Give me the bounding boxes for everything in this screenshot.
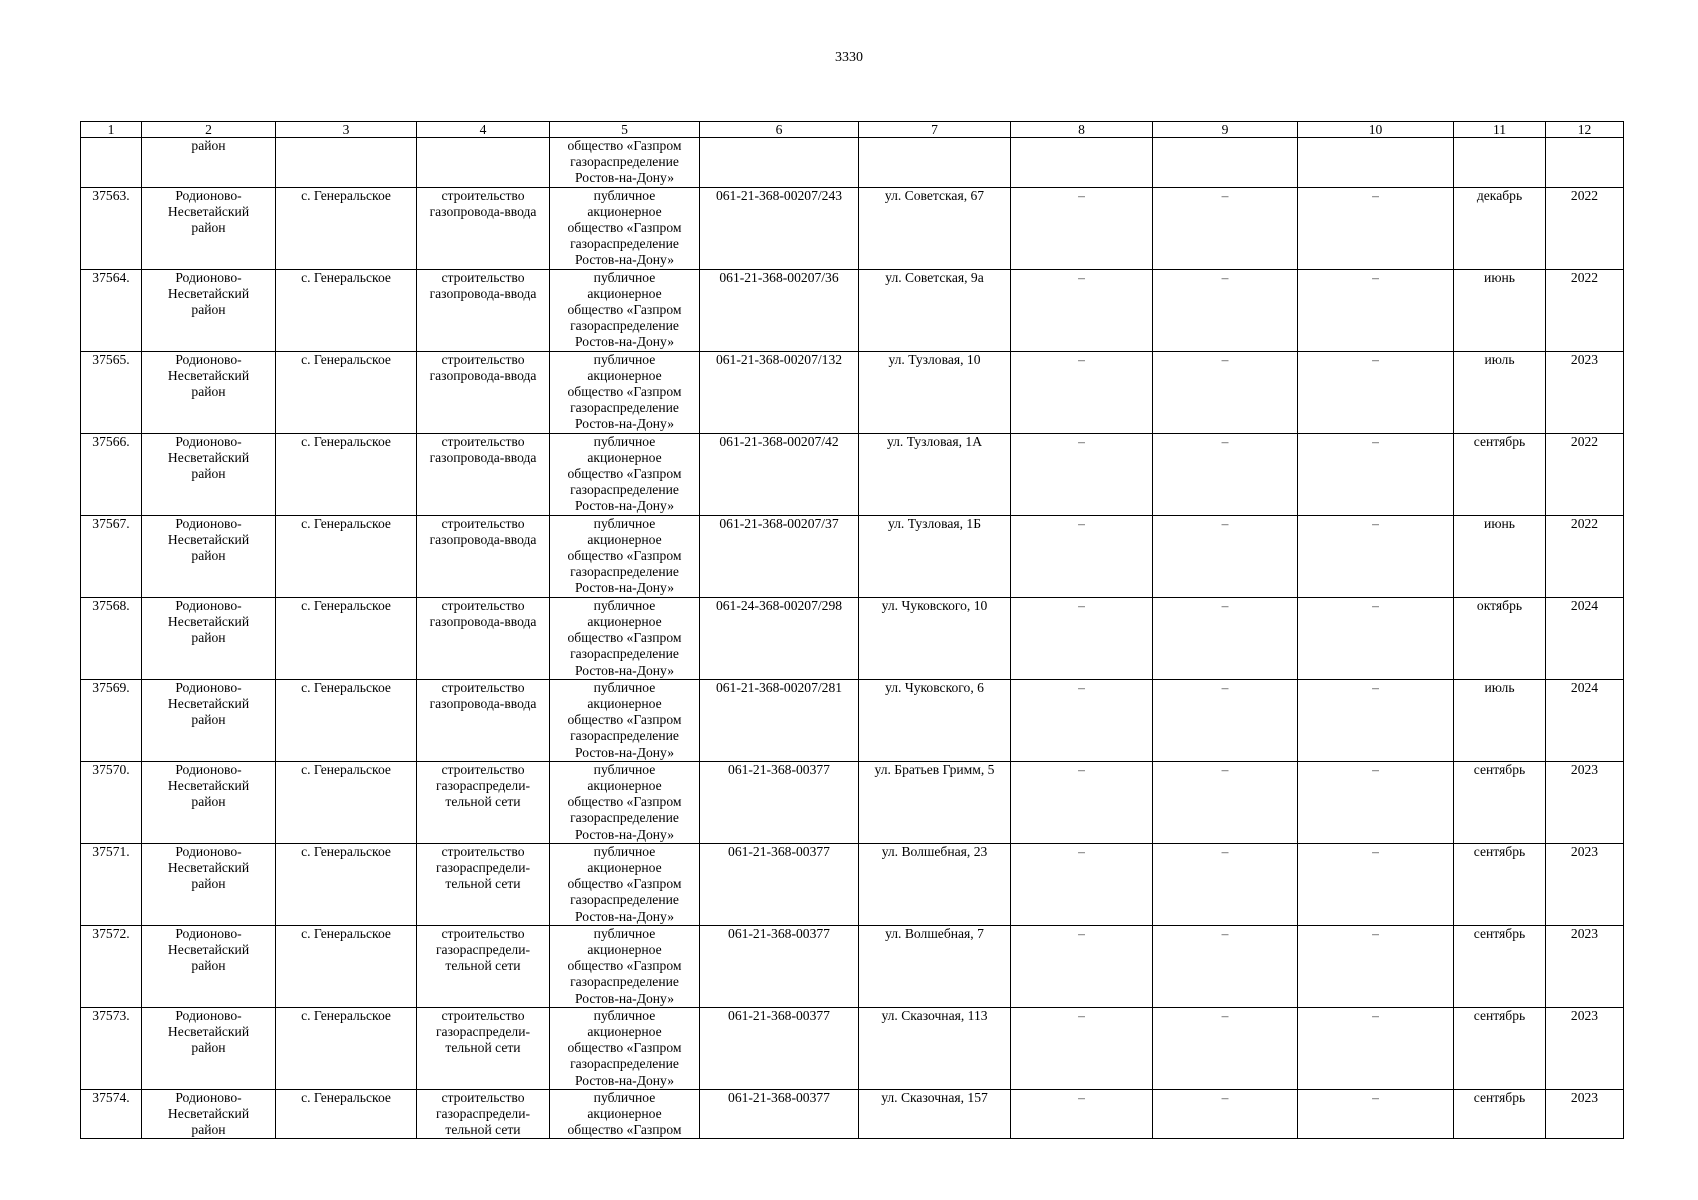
header-row xyxy=(81,122,1624,138)
cell-number: 37565. xyxy=(81,351,142,433)
cell-col8: – xyxy=(1011,761,1153,843)
cell-number: 37563. xyxy=(81,187,142,269)
cell-place: с. Генеральское xyxy=(276,761,417,843)
cell-year: 2023 xyxy=(1546,1089,1624,1139)
cell-number: 37567. xyxy=(81,515,142,597)
cell-work: строительство газораспредели- тельной сети xyxy=(417,925,550,1007)
cell-district: Родионово- Несветайский район xyxy=(142,515,276,597)
cell-place: с. Генеральское xyxy=(276,1007,417,1089)
cell-code: 061-21-368-00377 xyxy=(700,843,859,925)
table-row xyxy=(81,515,1624,597)
table-row xyxy=(81,433,1624,515)
column-header: 5 xyxy=(550,122,700,138)
cell-month: сентябрь xyxy=(1454,1007,1546,1089)
cell-col9: – xyxy=(1153,187,1298,269)
cell-district: Родионово- Несветайский район xyxy=(142,1007,276,1089)
cell-col8: – xyxy=(1011,843,1153,925)
cell-operator: публичное акционерное общество «Газпром газораспределение Ростов-на-Дону» xyxy=(550,187,700,269)
cell-operator: публичное акционерное общество «Газпром газораспределение Ростов-на-Дону» xyxy=(550,1007,700,1089)
cell-district: Родионово- Несветайский район xyxy=(142,761,276,843)
cell-code: 061-21-368-00207/36 xyxy=(700,269,859,351)
cell-col8: – xyxy=(1011,1089,1153,1139)
cell-operator: публичное акционерное общество «Газпром xyxy=(550,1089,700,1139)
cell-month: сентябрь xyxy=(1454,761,1546,843)
cell-code: 061-24-368-00207/298 xyxy=(700,597,859,679)
column-header: 7 xyxy=(859,122,1011,138)
cell-col8: – xyxy=(1011,515,1153,597)
cell-address: ул. Чуковского, 6 xyxy=(859,679,1011,761)
cell-district: район xyxy=(142,138,276,188)
cell-code: 061-21-368-00377 xyxy=(700,761,859,843)
cell-year: 2024 xyxy=(1546,597,1624,679)
cell-district: Родионово- Несветайский район xyxy=(142,843,276,925)
cell-year xyxy=(1546,138,1624,188)
cell-operator: публичное акционерное общество «Газпром газораспределение Ростов-на-Дону» xyxy=(550,761,700,843)
cell-work: строительство газопровода-ввода xyxy=(417,187,550,269)
cell-address: ул. Волшебная, 23 xyxy=(859,843,1011,925)
cell-month: декабрь xyxy=(1454,187,1546,269)
cell-code: 061-21-368-00377 xyxy=(700,925,859,1007)
cell-place: с. Генеральское xyxy=(276,1089,417,1139)
cell-district: Родионово- Несветайский район xyxy=(142,351,276,433)
column-header: 6 xyxy=(700,122,859,138)
cell-month: июнь xyxy=(1454,269,1546,351)
cell-col10: – xyxy=(1298,679,1454,761)
cell-place: с. Генеральское xyxy=(276,515,417,597)
cell-col8: – xyxy=(1011,925,1153,1007)
cell-code: 061-21-368-00207/37 xyxy=(700,515,859,597)
cell-code: 061-21-368-00207/132 xyxy=(700,351,859,433)
cell-year: 2022 xyxy=(1546,187,1624,269)
column-header: 4 xyxy=(417,122,550,138)
cell-number: 37571. xyxy=(81,843,142,925)
cell-address: ул. Тузловая, 1А xyxy=(859,433,1011,515)
cell-col10 xyxy=(1298,138,1454,188)
cell-col8: – xyxy=(1011,1007,1153,1089)
cell-col9: – xyxy=(1153,1089,1298,1139)
cell-place: с. Генеральское xyxy=(276,843,417,925)
cell-place: с. Генеральское xyxy=(276,269,417,351)
cell-code xyxy=(700,138,859,188)
cell-district: Родионово- Несветайский район xyxy=(142,597,276,679)
cell-number: 37564. xyxy=(81,269,142,351)
cell-col10: – xyxy=(1298,925,1454,1007)
cell-col10: – xyxy=(1298,843,1454,925)
cell-work: строительство газораспредели- тельной сети xyxy=(417,1007,550,1089)
cell-work: строительство газораспредели- тельной сети xyxy=(417,1089,550,1139)
cell-year: 2022 xyxy=(1546,433,1624,515)
cell-address: ул. Тузловая, 1Б xyxy=(859,515,1011,597)
cell-operator: публичное акционерное общество «Газпром газораспределение Ростов-на-Дону» xyxy=(550,351,700,433)
cell-address: ул. Тузловая, 10 xyxy=(859,351,1011,433)
cell-work: строительство газопровода-ввода xyxy=(417,515,550,597)
cell-address xyxy=(859,138,1011,188)
cell-col9: – xyxy=(1153,351,1298,433)
cell-col10: – xyxy=(1298,761,1454,843)
cell-number: 37568. xyxy=(81,597,142,679)
column-header: 3 xyxy=(276,122,417,138)
cell-code: 061-21-368-00377 xyxy=(700,1089,859,1139)
cell-operator: публичное акционерное общество «Газпром газораспределение Ростов-на-Дону» xyxy=(550,269,700,351)
cell-district: Родионово- Несветайский район xyxy=(142,925,276,1007)
column-header: 11 xyxy=(1454,122,1546,138)
table-row xyxy=(81,925,1624,1007)
column-header: 8 xyxy=(1011,122,1153,138)
cell-operator: публичное акционерное общество «Газпром газораспределение Ростов-на-Дону» xyxy=(550,597,700,679)
cell-col8: – xyxy=(1011,351,1153,433)
cell-district: Родионово- Несветайский район xyxy=(142,679,276,761)
table-row xyxy=(81,761,1624,843)
cell-month: июль xyxy=(1454,351,1546,433)
table-row xyxy=(81,269,1624,351)
cell-number: 37570. xyxy=(81,761,142,843)
cell-work: строительство газопровода-ввода xyxy=(417,269,550,351)
table-body xyxy=(81,122,1624,1139)
cell-district: Родионово- Несветайский район xyxy=(142,269,276,351)
cell-col9: – xyxy=(1153,843,1298,925)
cell-col8: – xyxy=(1011,679,1153,761)
cell-number: 37569. xyxy=(81,679,142,761)
column-header: 10 xyxy=(1298,122,1454,138)
cell-month xyxy=(1454,138,1546,188)
cell-operator: общество «Газпром газораспределение Ростов-на-Дону» xyxy=(550,138,700,188)
cell-work: строительство газопровода-ввода xyxy=(417,679,550,761)
cell-col10: – xyxy=(1298,187,1454,269)
cell-col10: – xyxy=(1298,351,1454,433)
cell-number: 37572. xyxy=(81,925,142,1007)
cell-year: 2022 xyxy=(1546,515,1624,597)
cell-code: 061-21-368-00207/42 xyxy=(700,433,859,515)
cell-place: с. Генеральское xyxy=(276,679,417,761)
cell-col10: – xyxy=(1298,515,1454,597)
cell-month: июль xyxy=(1454,679,1546,761)
cell-district: Родионово- Несветайский район xyxy=(142,1089,276,1139)
cell-year: 2023 xyxy=(1546,1007,1624,1089)
cell-col8: – xyxy=(1011,433,1153,515)
cell-number: 37573. xyxy=(81,1007,142,1089)
cell-month: сентябрь xyxy=(1454,433,1546,515)
cell-place: с. Генеральское xyxy=(276,187,417,269)
cell-col8 xyxy=(1011,138,1153,188)
cell-operator: публичное акционерное общество «Газпром газораспределение Ростов-на-Дону» xyxy=(550,679,700,761)
cell-place: с. Генеральское xyxy=(276,597,417,679)
cell-number: 37574. xyxy=(81,1089,142,1139)
cell-month: октябрь xyxy=(1454,597,1546,679)
cell-year: 2023 xyxy=(1546,761,1624,843)
column-header: 2 xyxy=(142,122,276,138)
cell-work xyxy=(417,138,550,188)
cell-year: 2023 xyxy=(1546,351,1624,433)
cell-code: 061-21-368-00377 xyxy=(700,1007,859,1089)
cell-code: 061-21-368-00207/243 xyxy=(700,187,859,269)
cell-operator: публичное акционерное общество «Газпром газораспределение Ростов-на-Дону» xyxy=(550,515,700,597)
cell-year: 2023 xyxy=(1546,925,1624,1007)
cell-month: сентябрь xyxy=(1454,843,1546,925)
cell-address: ул. Братьев Гримм, 5 xyxy=(859,761,1011,843)
cell-place: с. Генеральское xyxy=(276,925,417,1007)
register-table xyxy=(80,121,1624,1139)
cell-col8: – xyxy=(1011,597,1153,679)
cell-address: ул. Советская, 67 xyxy=(859,187,1011,269)
cell-col9: – xyxy=(1153,1007,1298,1089)
cell-col9: – xyxy=(1153,925,1298,1007)
cell-operator: публичное акционерное общество «Газпром газораспределение Ростов-на-Дону» xyxy=(550,843,700,925)
cell-operator: публичное акционерное общество «Газпром газораспределение Ростов-на-Дону» xyxy=(550,925,700,1007)
cell-col10: – xyxy=(1298,1089,1454,1139)
table-row xyxy=(81,597,1624,679)
cell-operator: публичное акционерное общество «Газпром газораспределение Ростов-на-Дону» xyxy=(550,433,700,515)
cell-col8: – xyxy=(1011,269,1153,351)
table-row xyxy=(81,843,1624,925)
cell-address: ул. Сказочная, 157 xyxy=(859,1089,1011,1139)
cell-work: строительство газопровода-ввода xyxy=(417,351,550,433)
table-row xyxy=(81,1089,1624,1139)
cell-col9: – xyxy=(1153,433,1298,515)
cell-col10: – xyxy=(1298,1007,1454,1089)
cell-col9: – xyxy=(1153,515,1298,597)
table-row xyxy=(81,187,1624,269)
cell-place xyxy=(276,138,417,188)
table-row xyxy=(81,1007,1624,1089)
cell-district: Родионово- Несветайский район xyxy=(142,433,276,515)
cell-year: 2023 xyxy=(1546,843,1624,925)
cell-work: строительство газопровода-ввода xyxy=(417,433,550,515)
cell-col10: – xyxy=(1298,269,1454,351)
cell-month: июнь xyxy=(1454,515,1546,597)
cell-col9 xyxy=(1153,138,1298,188)
column-header: 9 xyxy=(1153,122,1298,138)
column-header: 1 xyxy=(81,122,142,138)
cell-work: строительство газопровода-ввода xyxy=(417,597,550,679)
cell-col8: – xyxy=(1011,187,1153,269)
cell-col10: – xyxy=(1298,433,1454,515)
table-row xyxy=(81,351,1624,433)
cell-month: сентябрь xyxy=(1454,925,1546,1007)
cell-col9: – xyxy=(1153,679,1298,761)
cell-district: Родионово- Несветайский район xyxy=(142,187,276,269)
continuation-row xyxy=(81,138,1624,188)
cell-col9: – xyxy=(1153,269,1298,351)
cell-number: 37566. xyxy=(81,433,142,515)
cell-place: с. Генеральское xyxy=(276,433,417,515)
cell-number xyxy=(81,138,142,188)
cell-col10: – xyxy=(1298,597,1454,679)
table-row xyxy=(81,679,1624,761)
cell-address: ул. Чуковского, 10 xyxy=(859,597,1011,679)
cell-col9: – xyxy=(1153,761,1298,843)
cell-year: 2024 xyxy=(1546,679,1624,761)
cell-place: с. Генеральское xyxy=(276,351,417,433)
cell-year: 2022 xyxy=(1546,269,1624,351)
page-number: 3330 xyxy=(835,50,863,65)
cell-address: ул. Волшебная, 7 xyxy=(859,925,1011,1007)
cell-col9: – xyxy=(1153,597,1298,679)
cell-month: сентябрь xyxy=(1454,1089,1546,1139)
cell-work: строительство газораспредели- тельной сети xyxy=(417,761,550,843)
cell-address: ул. Сказочная, 113 xyxy=(859,1007,1011,1089)
cell-address: ул. Советская, 9а xyxy=(859,269,1011,351)
cell-work: строительство газораспредели- тельной сети xyxy=(417,843,550,925)
column-header: 12 xyxy=(1546,122,1624,138)
cell-code: 061-21-368-00207/281 xyxy=(700,679,859,761)
